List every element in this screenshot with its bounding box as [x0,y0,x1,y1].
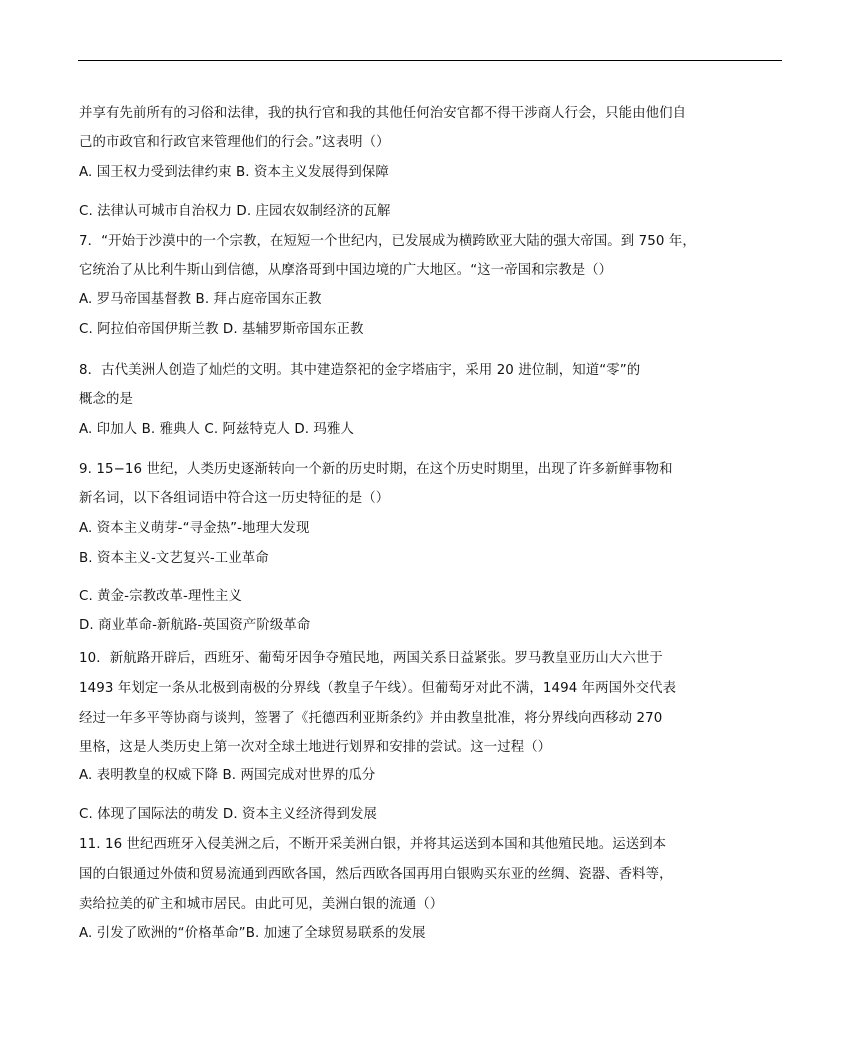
question-8: 8．古代美洲人创造了灿烂的文明。其中建造祭祀的金字塔庙宇，采用 20 进位制，知道“零”的 [79,363,641,378]
option-line: C. 法律认可城市自治权力 D. 庄园农奴制经济的瓦解 [79,204,391,219]
option-line: A. 国王权力受到法律约束 B. 资本主义发展得到保障 [79,165,389,180]
text-line: 国的白银通过外债和贸易流通到西欧各国，然后西欧各国再用白银购买东亚的丝绸、瓷器、香料等， [79,867,673,882]
option-line: D. 商业革命-新航路-英国资产阶级革命 [79,618,311,633]
question-7: 7．“开始于沙漠中的一个宗教，在短短一个世纪内，已发展成为横跨欧亚大陆的强大帝国。到 750 年， [79,234,696,249]
header-rule [78,60,782,61]
text-line: 并享有先前所有的习俗和法律，我的执行官和我的其他任何治安官都不得干涉商人行会，只能由他们自 [79,106,687,121]
option-line: A. 罗马帝国基督教 B. 拜占庭帝国东正教 [79,292,322,307]
text-line: 里格，这是人类历史上第一次对全球土地进行划界和安排的尝试。这一过程（） [79,740,552,755]
text-line: 新名词，以下各组词语中符合这一历史特征的是（） [79,491,390,506]
question-10: 10．新航路开辟后，西班牙、葡萄牙因争夺殖民地，两国关系日益紧张。罗马教皇亚历山大六世于 [79,651,663,666]
option-line: C. 体现了国际法的萌发 D. 资本主义经济得到发展 [79,807,377,822]
text-line: 经过一年多平等协商与谈判，签署了《托德西利亚斯条约》并由教皇批准，将分界线向西移动 270 [79,711,663,726]
option-line: C. 阿拉伯帝国伊斯兰教 D. 基辅罗斯帝国东正教 [79,322,364,337]
text-line: 卖给拉美的矿主和城市居民。由此可见，美洲白银的流通（） [79,897,444,912]
question-9: 9. 15−16 世纪，人类历史逐渐转向一个新的历史时期，在这个历史时期里，出现了许多新鲜事物和 [79,462,673,477]
question-11: 11. 16 世纪西班牙入侵美洲之后，不断开采美洲白银，并将其运送到本国和其他殖民地。运送到本 [79,837,667,852]
option-line: A. 资本主义萌芽-“寻金热”-地理大发现 [79,521,310,536]
option-line: C. 黄金-宗教改革-理性主义 [79,589,242,604]
option-line: B. 资本主义-文艺复兴-工业革命 [79,551,269,566]
text-line: 概念的是 [79,392,133,407]
text-line: 它统治了从比利牛斯山到信德，从摩洛哥到中国边境的广大地区。“这一帝国和宗教是（） [79,263,613,278]
option-line: A. 印加人 B. 雅典人 C. 阿兹特克人 D. 玛雅人 [79,422,354,437]
text-line: 己的市政官和行政官来管理他们的行会。”这表明（） [79,135,390,150]
text-line: 1493 年划定一条从北极到南极的分界线（教皇子午线）。但葡萄牙对此不满，1494 年两国外交代表 [79,681,677,696]
option-line: A. 引发了欧洲的“价格革命”B. 加速了全球贸易联系的发展 [79,926,426,941]
option-line: A. 表明教皇的权威下降 B. 两国完成对世界的瓜分 [79,768,376,783]
